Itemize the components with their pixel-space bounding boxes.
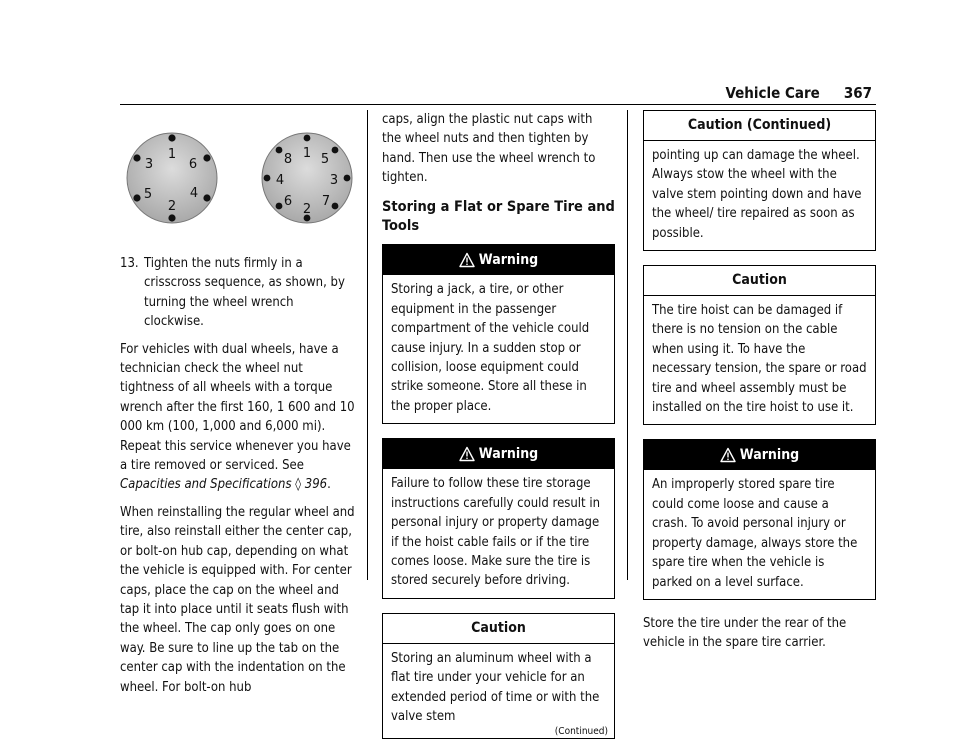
column-divider-1	[367, 110, 368, 580]
capacities-page-ref: 396	[304, 477, 328, 493]
wheel-right-label-1: 1	[302, 146, 312, 161]
warning-title: Warning	[478, 445, 539, 462]
warning-body: An improperly stored spare tire could come loose and cause a crash. To avoid personal injury or property damage, always store the spare tire when the vehicle is parked on a level surface.	[652, 477, 858, 590]
wheel-right-label-8: 8	[283, 152, 293, 167]
column-1	[120, 110, 356, 697]
warning-box-1	[382, 244, 615, 424]
caution-continued-header: Caution (Continued)	[644, 111, 875, 141]
hub-cap-continuation: caps, align the plastic nut caps with the wheel nuts and then tighten by hand. Then use the wheel wrench to tighten.	[382, 112, 596, 186]
warning-triangle-icon	[720, 447, 736, 463]
eight-nut-wheel-diagram	[259, 130, 355, 226]
capacities-link[interactable]	[120, 477, 327, 492]
section-title: Vehicle Care	[725, 84, 820, 102]
wheel-right-label-4: 4	[275, 173, 285, 188]
wheel-right-label-5: 5	[320, 152, 330, 167]
dual-wheel-paragraph	[120, 340, 356, 495]
warning-header	[383, 245, 614, 275]
six-nut-wheel-diagram	[124, 130, 220, 226]
capacities-link-text: Capacities and Specifications	[120, 477, 292, 493]
page-ref-arrow-icon: ◊	[295, 477, 302, 493]
wheel-right-label-3: 3	[329, 173, 339, 188]
caution-header: Caution	[644, 266, 875, 296]
caution-body: Storing an aluminum wheel with a flat tire under your vehicle for an extended period of time or with the valve stem	[391, 650, 600, 724]
warning-title: Warning	[739, 446, 800, 463]
page-header	[726, 84, 872, 102]
warning-box-2	[382, 438, 615, 598]
warning-triangle-icon	[459, 252, 475, 268]
caution-box-2	[643, 265, 876, 425]
caution-box	[382, 613, 615, 740]
dual-wheel-text: For vehicles with dual wheels, have a technician check the wheel nut tightness of all wheels with a torque wrench after the first 160, 1 600 and 10 000 km (100, 1,000 and 6,000 mi). Repeat this service whenever you have a tire removed or serviced. See	[120, 341, 355, 474]
step-number: 13.	[120, 256, 139, 271]
reinstall-paragraph: When reinstalling the regular wheel and tire, also reinstall either the center cap, or bolt-on hub cap, depending on what the vehicle is equipped with. For center caps, place the cap on the wheel and tap it into place until it seats flush with the wheel. The cap only goes on one way. Be sure to line up the tab on the center cap with the indentation on the wheel. For bolt-on hub	[120, 504, 355, 695]
wheel-left-label-5: 5	[143, 187, 153, 202]
step-text: Tighten the nuts firmly in a crisscross sequence, as shown, by turning the wheel wrench clockwise.	[144, 256, 345, 330]
sentence-end: .	[327, 477, 331, 493]
warning-triangle-icon	[459, 446, 475, 462]
caution-body: The tire hoist can be damaged if there is no tension on the cable when using it. To have the necessary tension, the spare or road tire and wheel assembly must be installed on the tire hoist to use it.	[652, 303, 867, 416]
caution-continued-body: pointing up can damage the wheel. Always stow the wheel with the valve stem pointing down and have the wheel/ tire repaired as soon as possible.	[652, 148, 862, 241]
wheel-left-label-2: 2	[167, 199, 177, 214]
column-3	[643, 110, 876, 653]
column-2	[382, 110, 615, 753]
wheel-right-label-2: 2	[302, 202, 312, 217]
lug-nut-sequence-diagram	[120, 110, 356, 248]
wheel-left-label-6: 6	[188, 157, 198, 172]
step-13	[120, 254, 356, 332]
page-number: 367	[843, 84, 872, 102]
wheel-right-label-7: 7	[321, 194, 331, 209]
closing-paragraph: Store the tire under the rear of the vehicle in the spare tire carrier.	[643, 615, 847, 651]
warning-body: Storing a jack, a tire, or other equipment in the passenger compartment of the vehicle could cause injury. In a sudden stop or collision, loose equipment could strike someone. Store all these in the proper place.	[391, 282, 590, 414]
warning-box-3	[643, 439, 876, 599]
wheel-left-label-4: 4	[189, 186, 199, 201]
warning-title: Warning	[478, 251, 539, 268]
warning-header	[383, 439, 614, 469]
column-divider-2	[627, 110, 628, 580]
warning-body: Failure to follow these tire storage instructions carefully could result in personal injury or property damage if the hoist cable fails or if the tire comes loose. Make sure the tire is stored securely before driving.	[391, 476, 600, 589]
warning-header	[644, 440, 875, 470]
header-rule	[120, 104, 876, 105]
wheel-left-label-1: 1	[167, 147, 177, 162]
continued-label: (Continued)	[554, 726, 608, 738]
caution-continued-box	[643, 110, 876, 251]
caution-header: Caution	[383, 614, 614, 644]
wheel-left-label-3: 3	[144, 157, 154, 172]
wheel-right-label-6: 6	[283, 194, 293, 209]
section-heading: Storing a Flat or Spare Tire and Tools	[382, 198, 615, 235]
